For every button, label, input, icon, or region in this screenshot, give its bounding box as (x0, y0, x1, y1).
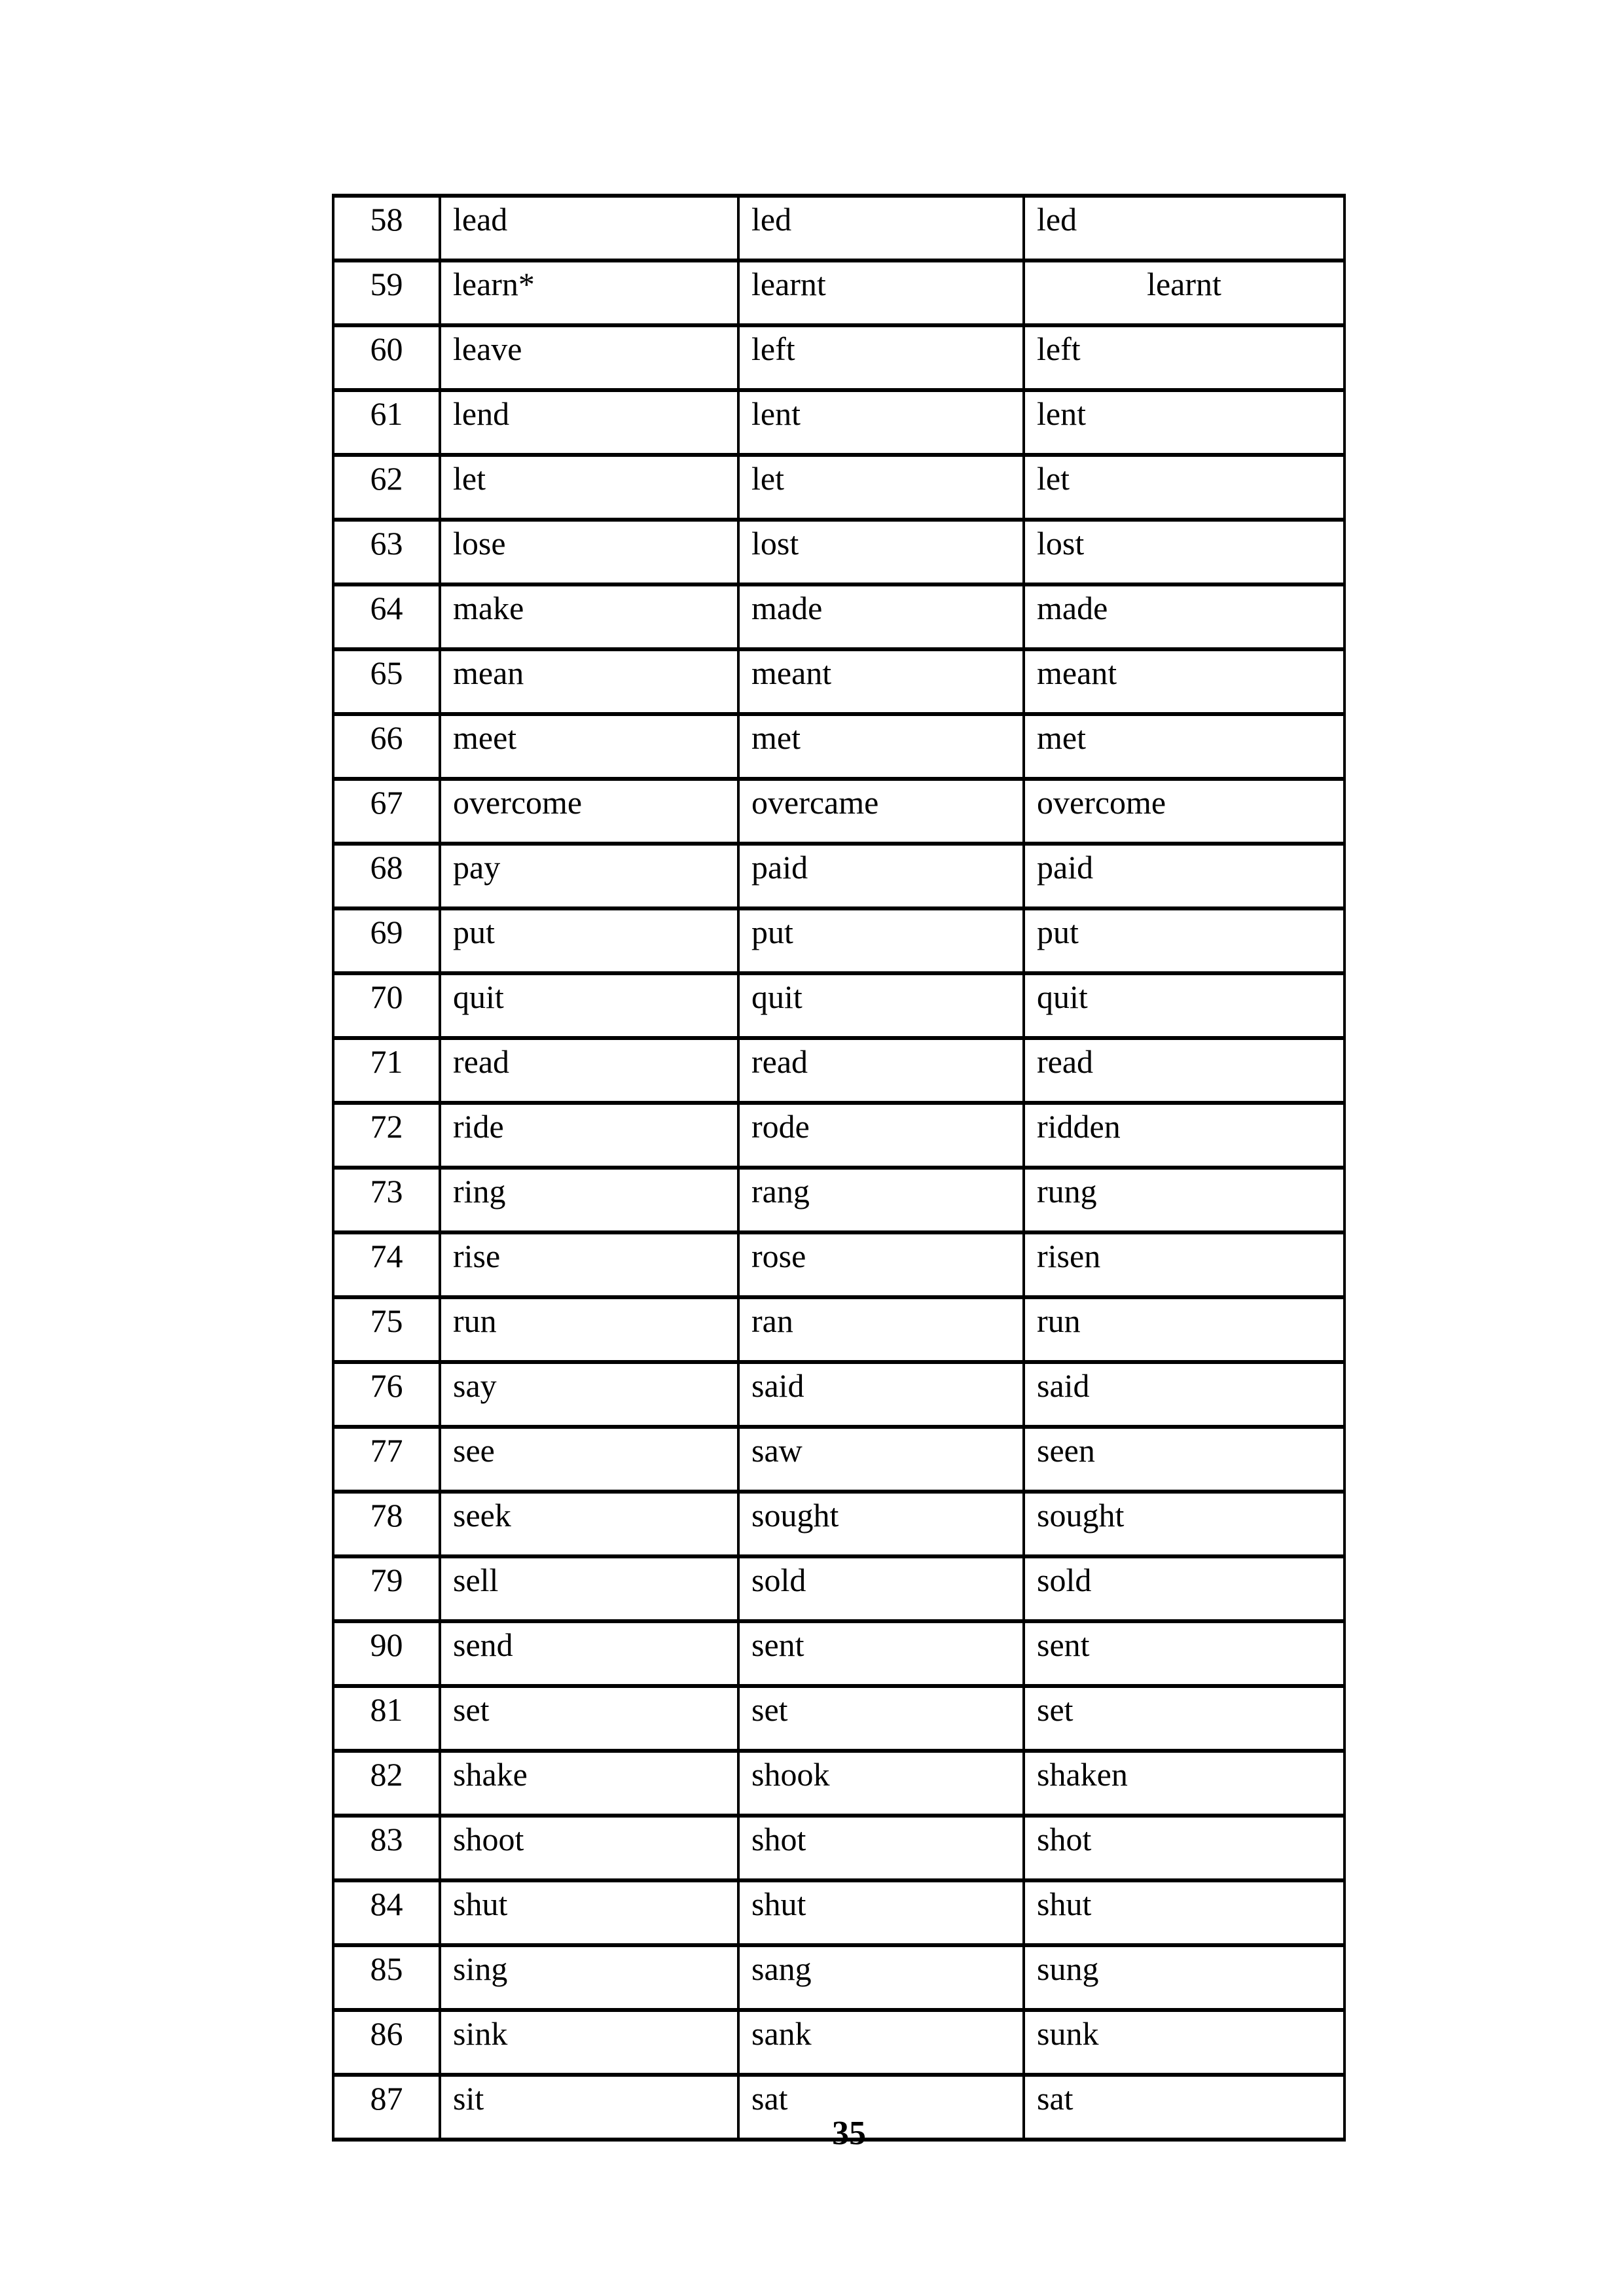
cell-past-simple: lent (738, 390, 1024, 455)
cell-past-simple: paid (738, 844, 1024, 908)
verb-row (333, 779, 1344, 844)
cell-base-form: quit (440, 973, 738, 1038)
cell-base-form: sell (440, 1556, 738, 1621)
cell-base-form: learn* (440, 260, 738, 325)
cell-base-form: shut (440, 1880, 738, 1945)
cell-past-participle: made (1024, 584, 1344, 649)
cell-number: 84 (333, 1880, 440, 1945)
cell-number: 69 (333, 908, 440, 973)
cell-past-participle: rung (1024, 1168, 1344, 1232)
verb-row (333, 455, 1344, 520)
cell-past-simple: quit (738, 973, 1024, 1038)
cell-number: 90 (333, 1621, 440, 1686)
cell-number: 82 (333, 1751, 440, 1816)
cell-number: 66 (333, 714, 440, 779)
cell-number: 72 (333, 1103, 440, 1168)
cell-past-simple: said (738, 1362, 1024, 1427)
verb-row (333, 1038, 1344, 1103)
cell-past-simple: sought (738, 1492, 1024, 1556)
verb-row (333, 1232, 1344, 1297)
verb-row (333, 1297, 1344, 1362)
verbs-table-body (333, 196, 1344, 2140)
verb-row (333, 1103, 1344, 1168)
cell-number: 75 (333, 1297, 440, 1362)
cell-past-participle: run (1024, 1297, 1344, 1362)
cell-past-participle: shaken (1024, 1751, 1344, 1816)
cell-past-participle: risen (1024, 1232, 1344, 1297)
cell-past-participle: left (1024, 325, 1344, 390)
cell-past-participle: lost (1024, 520, 1344, 584)
cell-past-participle: led (1024, 196, 1344, 260)
cell-base-form: lend (440, 390, 738, 455)
cell-number: 85 (333, 1945, 440, 2010)
cell-base-form: leave (440, 325, 738, 390)
verb-row (333, 1492, 1344, 1556)
cell-base-form: see (440, 1427, 738, 1492)
verb-row (333, 1816, 1344, 1880)
cell-past-simple: sat (738, 2075, 1024, 2140)
verb-row (333, 1427, 1344, 1492)
cell-base-form: sing (440, 1945, 738, 2010)
cell-past-simple: sold (738, 1556, 1024, 1621)
cell-past-participle: overcome (1024, 779, 1344, 844)
verb-row (333, 1880, 1344, 1945)
cell-past-simple: left (738, 325, 1024, 390)
cell-past-simple: sank (738, 2010, 1024, 2075)
cell-number: 59 (333, 260, 440, 325)
verb-row (333, 1686, 1344, 1751)
cell-past-participle: let (1024, 455, 1344, 520)
cell-past-participle: sung (1024, 1945, 1344, 2010)
irregular-verbs-table (332, 194, 1346, 2142)
cell-past-simple: rose (738, 1232, 1024, 1297)
cell-past-simple: read (738, 1038, 1024, 1103)
cell-number: 65 (333, 649, 440, 714)
cell-base-form: make (440, 584, 738, 649)
cell-base-form: sit (440, 2075, 738, 2140)
cell-number: 68 (333, 844, 440, 908)
cell-past-simple: saw (738, 1427, 1024, 1492)
cell-base-form: sink (440, 2010, 738, 2075)
cell-number: 74 (333, 1232, 440, 1297)
cell-base-form: seek (440, 1492, 738, 1556)
cell-past-simple: let (738, 455, 1024, 520)
cell-past-participle: meant (1024, 649, 1344, 714)
cell-number: 79 (333, 1556, 440, 1621)
cell-base-form: shake (440, 1751, 738, 1816)
cell-past-simple: rang (738, 1168, 1024, 1232)
cell-base-form: say (440, 1362, 738, 1427)
cell-number: 58 (333, 196, 440, 260)
verb-row (333, 520, 1344, 584)
cell-past-simple: made (738, 584, 1024, 649)
cell-past-participle: sunk (1024, 2010, 1344, 2075)
cell-number: 77 (333, 1427, 440, 1492)
cell-past-participle: sent (1024, 1621, 1344, 1686)
cell-base-form: read (440, 1038, 738, 1103)
cell-number: 61 (333, 390, 440, 455)
cell-past-participle: learnt (1024, 260, 1344, 325)
cell-past-simple: met (738, 714, 1024, 779)
cell-base-form: overcome (440, 779, 738, 844)
cell-past-simple: led (738, 196, 1024, 260)
cell-base-form: run (440, 1297, 738, 1362)
cell-past-participle: met (1024, 714, 1344, 779)
cell-past-participle: lent (1024, 390, 1344, 455)
cell-base-form: send (440, 1621, 738, 1686)
cell-past-simple: shot (738, 1816, 1024, 1880)
cell-number: 73 (333, 1168, 440, 1232)
cell-past-simple: rode (738, 1103, 1024, 1168)
cell-base-form: ring (440, 1168, 738, 1232)
verb-row (333, 1168, 1344, 1232)
cell-base-form: set (440, 1686, 738, 1751)
cell-base-form: let (440, 455, 738, 520)
cell-base-form: shoot (440, 1816, 738, 1880)
cell-number: 83 (333, 1816, 440, 1880)
cell-past-participle: shut (1024, 1880, 1344, 1945)
cell-past-simple: learnt (738, 260, 1024, 325)
cell-number: 76 (333, 1362, 440, 1427)
verb-row (333, 908, 1344, 973)
cell-past-simple: meant (738, 649, 1024, 714)
verb-row (333, 584, 1344, 649)
cell-base-form: put (440, 908, 738, 973)
cell-past-simple: ran (738, 1297, 1024, 1362)
verb-row (333, 260, 1344, 325)
verb-row (333, 844, 1344, 908)
cell-base-form: pay (440, 844, 738, 908)
verb-row (333, 1945, 1344, 2010)
verb-row (333, 714, 1344, 779)
cell-past-simple: put (738, 908, 1024, 973)
verb-row (333, 1751, 1344, 1816)
cell-past-participle: set (1024, 1686, 1344, 1751)
cell-past-participle: read (1024, 1038, 1344, 1103)
cell-number: 87 (333, 2075, 440, 2140)
verb-row (333, 325, 1344, 390)
verb-row (333, 1362, 1344, 1427)
cell-base-form: rise (440, 1232, 738, 1297)
verb-row (333, 1556, 1344, 1621)
cell-number: 70 (333, 973, 440, 1038)
cell-number: 81 (333, 1686, 440, 1751)
cell-number: 67 (333, 779, 440, 844)
cell-base-form: lead (440, 196, 738, 260)
cell-number: 64 (333, 584, 440, 649)
verb-row (333, 2010, 1344, 2075)
cell-past-participle: paid (1024, 844, 1344, 908)
cell-number: 78 (333, 1492, 440, 1556)
cell-past-participle: sold (1024, 1556, 1344, 1621)
cell-base-form: mean (440, 649, 738, 714)
cell-past-simple: sang (738, 1945, 1024, 2010)
page-number: 35 (832, 2115, 866, 2152)
verb-row (333, 649, 1344, 714)
cell-past-participle: said (1024, 1362, 1344, 1427)
cell-past-simple: shut (738, 1880, 1024, 1945)
cell-number: 71 (333, 1038, 440, 1103)
cell-past-participle: shot (1024, 1816, 1344, 1880)
cell-number: 86 (333, 2010, 440, 2075)
cell-past-participle: seen (1024, 1427, 1344, 1492)
cell-past-participle: ridden (1024, 1103, 1344, 1168)
cell-base-form: ride (440, 1103, 738, 1168)
cell-number: 60 (333, 325, 440, 390)
cell-past-participle: sat (1024, 2075, 1344, 2140)
cell-number: 63 (333, 520, 440, 584)
verb-row (333, 1621, 1344, 1686)
cell-past-participle: sought (1024, 1492, 1344, 1556)
cell-base-form: meet (440, 714, 738, 779)
cell-base-form: lose (440, 520, 738, 584)
cell-past-participle: quit (1024, 973, 1344, 1038)
cell-number: 62 (333, 455, 440, 520)
cell-past-simple: lost (738, 520, 1024, 584)
verb-row (333, 973, 1344, 1038)
verb-row (333, 390, 1344, 455)
cell-past-simple: sent (738, 1621, 1024, 1686)
verb-row (333, 196, 1344, 260)
cell-past-participle: put (1024, 908, 1344, 973)
cell-past-simple: shook (738, 1751, 1024, 1816)
cell-past-simple: overcame (738, 779, 1024, 844)
cell-past-simple: set (738, 1686, 1024, 1751)
